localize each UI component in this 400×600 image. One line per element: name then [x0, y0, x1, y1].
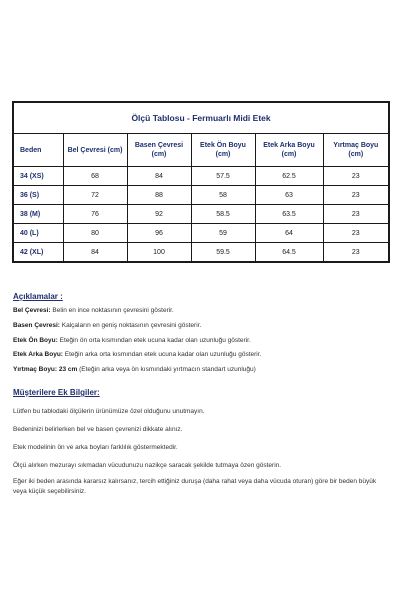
info-line: Lütfen bu tablodaki ölçülerin ürünümüze özel olduğunu unutmayın. [13, 408, 205, 415]
info-line: Bedeninizi belirlerken bel ve basen çevrenizi dikkate alınız. [13, 426, 183, 433]
front-length-cell: 59 [191, 224, 255, 243]
size-cell: 36 (S) [13, 186, 63, 205]
waist-cell: 80 [63, 224, 127, 243]
hip-cell: 88 [127, 186, 191, 205]
size-cell: 34 (XS) [13, 167, 63, 186]
customer-info-title: Müşterilere Ek Bilgiler: [13, 388, 100, 397]
definition-waist [13, 307, 174, 314]
header-slit-length: Yırtmaç Boyu (cm) [323, 134, 389, 167]
info-line: Etek modelinin ön ve arka boyları farklılık göstermektedir. [13, 444, 178, 451]
front-length-cell: 58.5 [191, 205, 255, 224]
definition-hip [13, 322, 201, 329]
definition-term: Bel Çevresi: [13, 307, 51, 314]
table-row [13, 205, 389, 224]
waist-cell: 76 [63, 205, 127, 224]
hip-cell: 96 [127, 224, 191, 243]
front-length-cell: 58 [191, 186, 255, 205]
header-back-length: Etek Arka Boyu (cm) [255, 134, 323, 167]
header-size: Beden [13, 134, 63, 167]
slit-length-cell: 23 [323, 205, 389, 224]
definition-back-length [13, 351, 261, 358]
table-row [13, 167, 389, 186]
slit-length-cell: 23 [323, 243, 389, 263]
definition-term: Yırtmaç Boyu: 23 cm [13, 366, 78, 373]
front-length-cell: 59.5 [191, 243, 255, 263]
table-row [13, 243, 389, 263]
definition-text: Kalçaların en geniş noktasının çevresini gösterir. [59, 322, 202, 329]
table-row [13, 186, 389, 205]
header-front-length: Etek Ön Boyu (cm) [191, 134, 255, 167]
definition-term: Basen Çevresi: [13, 322, 60, 329]
header-waist: Bel Çevresi (cm) [63, 134, 127, 167]
definition-text: Belin en ince noktasının çevresini gösterir. [50, 307, 174, 314]
waist-cell: 68 [63, 167, 127, 186]
table-row [13, 224, 389, 243]
size-cell: 42 (XL) [13, 243, 63, 263]
definition-text: Eteğin ön orta kısmından etek ucuna kadar olan uzunluğu gösterir. [57, 337, 251, 344]
definition-text: (Eteğin arka veya ön kısmındaki yırtmacın standart uzunluğu) [77, 366, 256, 373]
size-chart-table [12, 101, 390, 263]
back-length-cell: 62.5 [255, 167, 323, 186]
front-length-cell: 57.5 [191, 167, 255, 186]
waist-cell: 72 [63, 186, 127, 205]
definition-text: Eteğin arka orta kısmından etek ucuna kadar olan uzunluğu gösterir. [62, 351, 262, 358]
hip-cell: 84 [127, 167, 191, 186]
info-line: Ölçü alırken mezurayı sıkmadan vücudunuzu nazikçe saracak şekilde tutmaya özen gösterin. [13, 462, 282, 469]
size-cell: 40 (L) [13, 224, 63, 243]
info-line: Eğer iki beden arasında kararsız kalırsanız, tercih ettiğiniz duruşa (daha rahat veya daha vücuda oturan) göre bir beden büyük veya küçük seçebilirsiniz. [13, 478, 377, 495]
size-cell: 38 (M) [13, 205, 63, 224]
back-length-cell: 64 [255, 224, 323, 243]
waist-cell: 84 [63, 243, 127, 263]
hip-cell: 100 [127, 243, 191, 263]
slit-length-cell: 23 [323, 224, 389, 243]
hip-cell: 92 [127, 205, 191, 224]
definition-slit-length [13, 366, 256, 373]
back-length-cell: 63 [255, 186, 323, 205]
definition-front-length [13, 337, 251, 344]
table-header-row [13, 134, 389, 167]
back-length-cell: 63.5 [255, 205, 323, 224]
table-title: Ölçü Tablosu - Fermuarlı Midi Etek [13, 102, 389, 134]
header-hip: Basen Çevresi (cm) [127, 134, 191, 167]
slit-length-cell: 23 [323, 186, 389, 205]
definition-term: Etek Ön Boyu: [13, 337, 58, 344]
definition-term: Etek Arka Boyu: [13, 351, 63, 358]
slit-length-cell: 23 [323, 167, 389, 186]
explanations-title: Açıklamalar : [13, 292, 63, 301]
back-length-cell: 64.5 [255, 243, 323, 263]
